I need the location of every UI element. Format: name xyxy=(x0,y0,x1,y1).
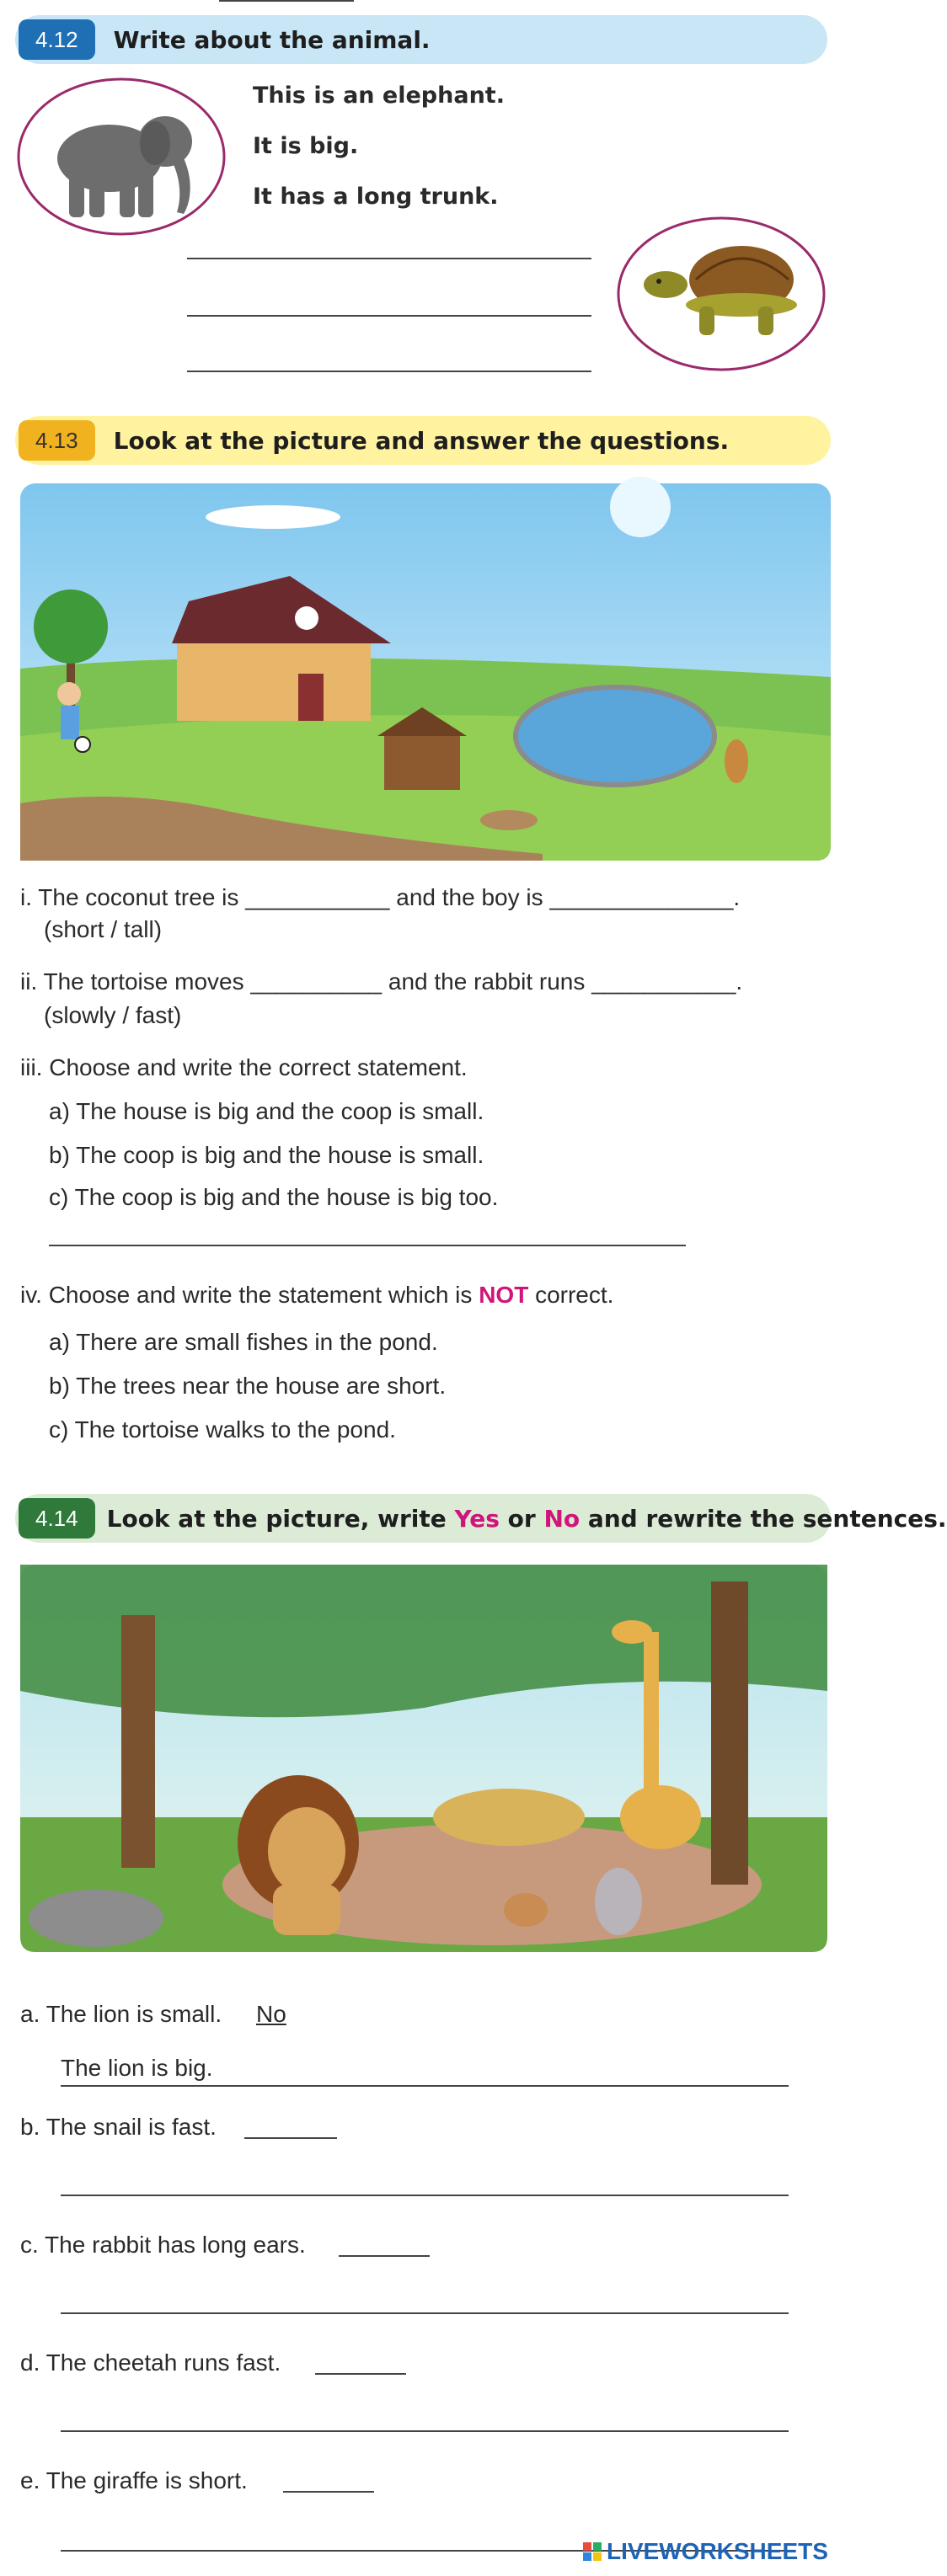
s413-q3-option-b[interactable]: b) The coop is big and the house is small. xyxy=(49,1142,484,1168)
s412-line-2: It is big. xyxy=(253,133,359,159)
s414-title-no: No xyxy=(543,1504,581,1533)
section-414-badge: 4.14 xyxy=(19,1498,95,1539)
liveworksheets-watermark xyxy=(583,2538,828,2565)
s413-q4-option-c[interactable]: c) The tortoise walks to the pond. xyxy=(49,1416,396,1443)
s414-item-b-line[interactable] xyxy=(61,2195,789,2196)
s414-title-post: and rewrite the sentences. xyxy=(580,1504,947,1533)
s412-line-1: This is an elephant. xyxy=(253,83,505,109)
s414-item-d-answer-line[interactable] xyxy=(315,2373,406,2375)
s413-question-2-hint: (slowly / fast) xyxy=(44,1002,182,1028)
liveworksheets-text: LIVEWORKSHEETS xyxy=(607,2538,828,2564)
section-413-banner xyxy=(15,416,831,465)
liveworksheets-logo-icon xyxy=(583,2542,602,2561)
s413-q4-not: NOT xyxy=(479,1282,529,1308)
s414-item-e-question: e. The giraffe is short. xyxy=(20,2467,248,2493)
elephant-picture xyxy=(15,74,227,239)
s413-q3-option-c[interactable]: c) The coop is big and the house is big too. xyxy=(49,1184,499,1210)
s413-q3-option-a[interactable]: a) The house is big and the coop is small. xyxy=(49,1098,484,1124)
section-413-badge: 4.13 xyxy=(19,420,95,461)
s412-write-line-2[interactable] xyxy=(187,315,591,317)
forest-scene-picture xyxy=(20,1565,827,1952)
s412-write-line-1[interactable] xyxy=(187,258,591,259)
s414-item-d-question: d. The cheetah runs fast. xyxy=(20,2349,281,2376)
s414-item-c-line[interactable] xyxy=(61,2312,789,2314)
farm-scene-picture xyxy=(20,483,831,861)
s414-item-a-rewrite[interactable]: The lion is big. xyxy=(61,2055,213,2081)
s414-item-a-question: a. The lion is small. xyxy=(20,2001,222,2027)
section-412-banner xyxy=(15,15,827,64)
s414-item-e-answer-line[interactable] xyxy=(283,2491,374,2493)
s413-question-2: ii. The tortoise moves __________ and the rabbit runs ___________. xyxy=(20,968,743,995)
s414-item-c-question: c. The rabbit has long ears. xyxy=(20,2232,306,2258)
section-412-badge: 4.12 xyxy=(19,19,95,60)
s412-write-line-3[interactable] xyxy=(187,371,591,372)
s414-item-c-answer-line[interactable] xyxy=(339,2255,430,2257)
section-412-title: Write about the animal. xyxy=(113,25,431,54)
s414-item-a-answer[interactable]: No xyxy=(256,2001,286,2027)
s413-q4-option-a[interactable]: a) There are small fishes in the pond. xyxy=(49,1329,438,1355)
s414-title-or: or xyxy=(499,1504,544,1533)
s413-question-3: iii. Choose and write the correct statement. xyxy=(20,1054,468,1080)
s413-q4-text-post: correct. xyxy=(528,1282,614,1308)
s413-q3-answer-line[interactable] xyxy=(49,1245,686,1246)
s413-q4-option-b[interactable]: b) The trees near the house are short. xyxy=(49,1373,447,1399)
s413-q4-text-pre: iv. Choose and write the statement which is xyxy=(20,1282,479,1308)
s414-item-b-answer-line[interactable] xyxy=(244,2137,337,2139)
s414-title-yes: Yes xyxy=(454,1504,500,1533)
section-414-banner xyxy=(15,1494,947,1543)
top-answer-line[interactable] xyxy=(219,0,354,2)
section-414-title xyxy=(107,1505,947,1533)
s414-item-b-question: b. The snail is fast. xyxy=(20,2114,217,2140)
s414-item-a-line[interactable] xyxy=(61,2085,789,2087)
section-413-title: Look at the picture and answer the questions. xyxy=(113,426,730,455)
tortoise-picture xyxy=(615,212,827,376)
s414-item-d-line[interactable] xyxy=(61,2430,789,2432)
s413-question-1-hint: (short / tall) xyxy=(44,916,163,942)
s413-question-1: i. The coconut tree is ___________ and the boy is ______________. xyxy=(20,884,741,910)
s414-title-pre: Look at the picture, write xyxy=(106,1504,455,1533)
s413-question-4 xyxy=(20,1282,613,1309)
s412-line-3: It has a long trunk. xyxy=(253,184,499,210)
